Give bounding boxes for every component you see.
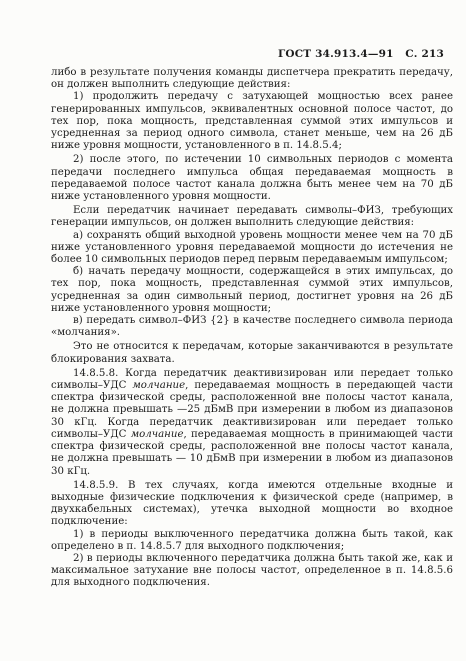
standard-number: ГОСТ 34.913.4—91 bbox=[277, 48, 394, 60]
page-header bbox=[278, 48, 444, 60]
text-run: , передаваемая мощность в принимающей части спектра физической среды, расположенной вне полосы частот канала, не должна превышать — 10 дБмВ при измерении в любом из диапазонов 30 кГц. bbox=[51, 428, 454, 477]
paragraph-item-b: б) начать передачу мощности, содержащейся в этих импульсах, до тех пор, пока мощность, представленная суммой этих импульсов, усредненная за один символьный период, достигнет уровня на 26 дБ ниже установленного уровня мощности; bbox=[51, 266, 453, 314]
text-run: 14.8.5.8. Когда передатчик деактивизирован или передает только символы–УДС bbox=[51, 367, 453, 392]
paragraph-leak-2: 2) в периоды включенного передатчика должна быть такой же, как и максимальное затухание вне полосы частот, определенное в п. 14.8.5.6 для выходного подключения. bbox=[51, 552, 453, 589]
paragraph-item-1: 1) продолжить передачу с затухающей мощностью всех ранее генерированных импульсов, эквивалентных основной полосе частот, до тех пор, пока мощность, представленная суммой этих импульсов и усредненная за период одного символа, станет меньше, чем на 26 дБ ниже уровня мощности, установленного в п. 14.8.5.4; bbox=[51, 91, 453, 152]
paragraph-14-8-5-8 bbox=[51, 368, 453, 478]
paragraph-item-v: в) передать символ–ФИЗ {2} в качестве последнего символа периода «молчания». bbox=[51, 315, 453, 339]
paragraph-14-8-5-9: 14.8.5.9. В тех случаях, когда имеются отдельные входные и выходные физические подключения к физической среде (например, в двухкабельных системах), утечка выходной мощности во входное подключение: bbox=[51, 479, 453, 528]
italic-term: молчание bbox=[132, 380, 186, 392]
paragraph-continuation: либо в результате получения команды диспетчера прекратить передачу, он должен выполнить следующие действия: bbox=[51, 67, 453, 91]
italic-term: молчание bbox=[130, 428, 184, 440]
paragraph-leak-1: 1) в периоды выключенного передатчика должна быть такой, как определено в п. 14.8.5.7 для выходного подключения; bbox=[51, 528, 453, 552]
paragraph-transmitter-start: Если передатчик начинает передавать символы–ФИЗ, требующих генерации импульсов, он должен выполнить следующие действия: bbox=[51, 205, 453, 229]
paragraph-item-a: а) сохранять общий выходной уровень мощности менее чем на 70 дБ ниже установленного уровня передаваемой мощности до истечения не более 10 символьных периодов перед первым передаваемым импульсом; bbox=[51, 229, 453, 266]
text-run: , передаваемая мощность в передающей части спектра физической среды, расположенной вне полосы частот канала, не должна превышать —25 дБмВ при измерении в любом из диапазонов 30 кГц. Когда передатчик деактивизирован или передает только символы–УДС bbox=[51, 380, 453, 440]
paragraph-exception: Это не относится к передачам, которые заканчиваются в результате блокирования захвата. bbox=[51, 341, 453, 365]
document-body bbox=[51, 67, 453, 590]
paragraph-item-2: 2) после этого, по истечении 10 символьных периодов с момента передачи последнего импульса общая передаваемая мощность в передаваемой полосе частот канала должна быть менее чем на 70 дБ ниже установленного уровня мощности. bbox=[51, 154, 453, 203]
page-number: С. 213 bbox=[405, 48, 444, 60]
